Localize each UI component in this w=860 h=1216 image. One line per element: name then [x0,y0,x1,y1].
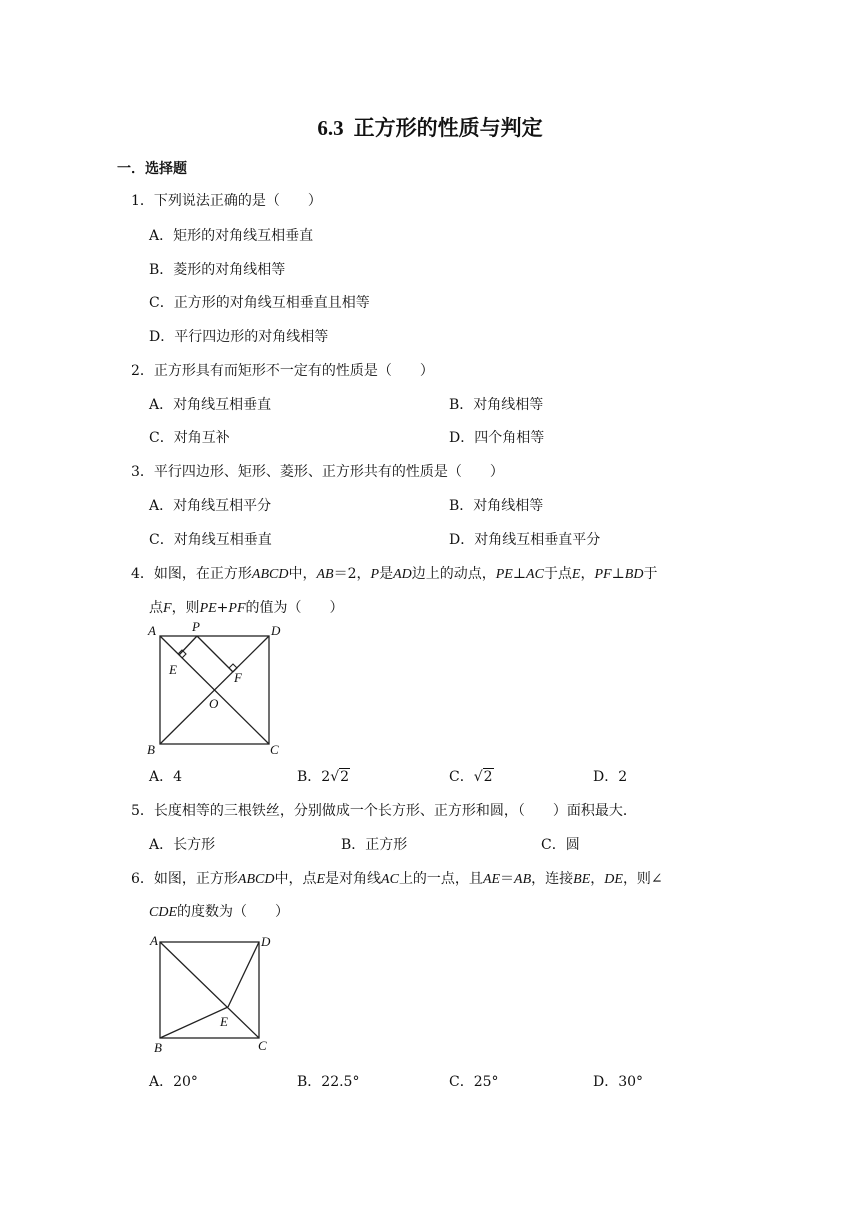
question-6-stem-cont: CDE的度数为（ ） [149,904,289,920]
segment-de [228,942,259,1007]
label-e: E [220,1014,228,1029]
q2-option-c: C．对角互补 [149,430,230,446]
q4-option-d: D．2 [593,769,628,785]
question-3-stem: 3．平行四边形、矩形、菱形、正方形共有的性质是（ ） [131,464,504,480]
segment-pe [179,636,197,655]
q4-option-c: C．√2 [449,769,493,785]
question-5-stem: 5．长度相等的三根铁丝，分别做成一个长方形、正方形和圆，（ ）面积最大． [131,803,637,819]
q3-option-b: B．对角线相等 [449,498,544,514]
q6-option-a: A．20° [149,1074,198,1090]
q2-option-b: B．对角线相等 [449,397,544,413]
label-p: P [192,619,200,634]
q5-option-b: B．正方形 [341,837,408,853]
q2-option-d: D．四个角相等 [449,430,545,446]
label-a: A [148,623,156,638]
question-4-stem-cont: 点F，则PE+PF的值为（ ） [149,600,344,616]
q3-option-d: D．对角线互相垂直平分 [449,532,601,548]
label-c: C [270,742,279,757]
title-text: 正方形的性质与判定 [353,116,543,140]
label-a: A [150,933,158,948]
diagonal-ac [160,942,259,1038]
q1-option-b: B．菱形的对角线相等 [149,262,286,278]
segment-pf [197,636,233,672]
label-f: F [234,670,242,685]
label-b: B [154,1040,162,1055]
q3-option-a: A．对角线互相平分 [149,498,272,514]
q4-option-b: B．2√2 [297,769,350,785]
sqrt-symbol: √2 [330,769,350,785]
q4-option-a: A．4 [149,769,183,785]
sqrt-symbol: √2 [473,769,493,785]
label-b: B [147,742,155,757]
page-title [0,112,860,142]
label-d: D [261,934,271,949]
q6-option-d: D．30° [593,1074,644,1090]
question-6-stem: 6．如图，正方形ABCD中，点E是对角线AC上的一点，且AE＝AB，连接BE，DE，则∠ [131,871,663,887]
question-2-stem: 2．正方形具有而矩形不一定有的性质是（ ） [131,363,434,379]
q2-option-a: A．对角线互相垂直 [149,397,272,413]
label-e: E [169,662,177,677]
section-heading: 一．选择题 [117,161,187,177]
segment-be [160,1007,228,1038]
q5-option-a: A．长方形 [149,837,216,853]
q1-option-a: A．矩形的对角线互相垂直 [149,228,314,244]
question-1-stem: 1．下列说法正确的是（ ） [131,193,322,209]
q5-option-c: C．圆 [541,837,580,853]
q1-option-c: C．正方形的对角线互相垂直且相等 [149,295,370,311]
q6-square-figure [140,928,290,1058]
question-4-stem: 4．如图，在正方形ABCD中，AB＝2，P是AD边上的动点，PE⊥AC于点E，PF⊥BD于 [131,566,658,582]
q3-option-c: C．对角线互相垂直 [149,532,272,548]
q6-option-c: C．25° [449,1074,499,1090]
label-o: O [209,696,219,711]
q6-option-b: B．22.5° [297,1074,360,1090]
q4-square-figure [140,616,290,758]
label-d: D [271,623,281,638]
q1-option-d: D．平行四边形的对角线相等 [149,329,329,345]
label-c: C [258,1038,267,1053]
title-number: 6.3 [317,116,344,140]
